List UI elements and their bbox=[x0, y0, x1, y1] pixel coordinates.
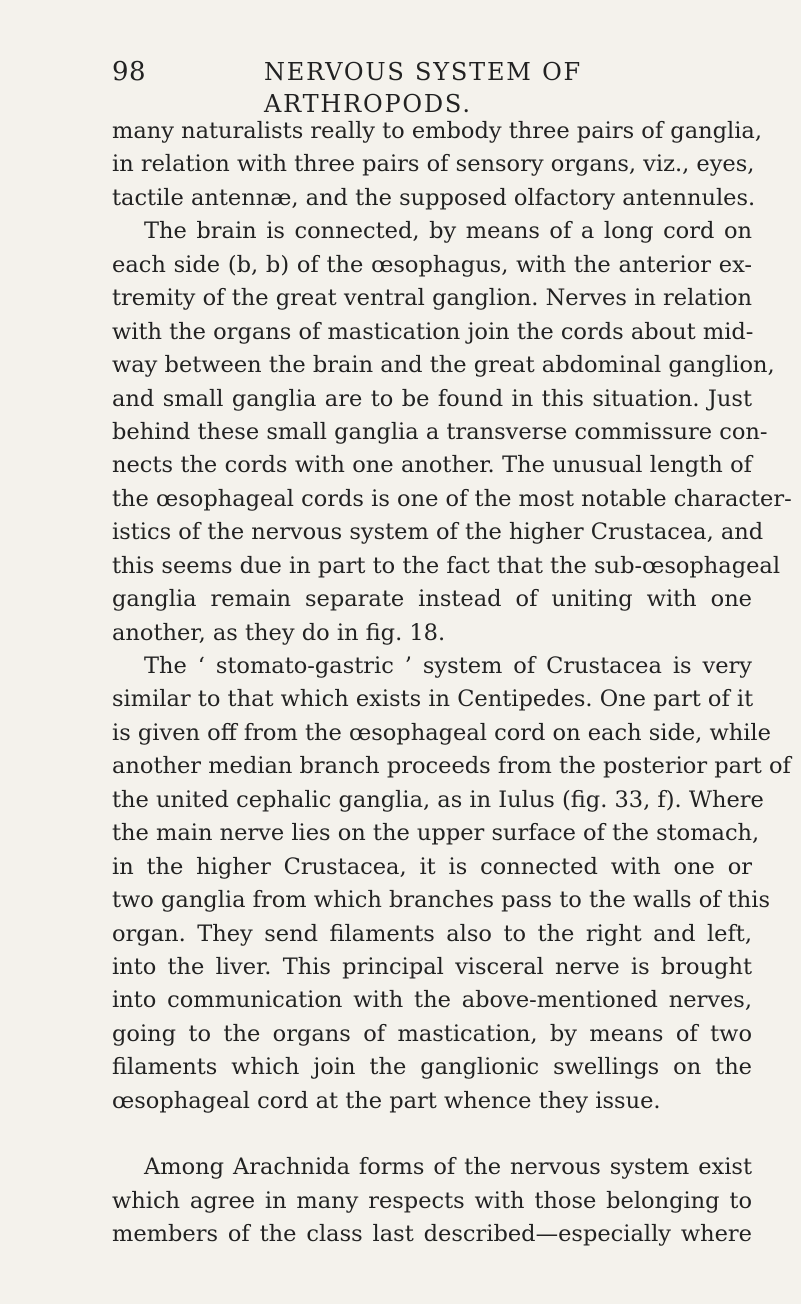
running-head bbox=[112, 56, 752, 118]
text-line-10: behind these small ganglia a transverse commissure con- bbox=[112, 418, 768, 445]
paragraph-gap bbox=[112, 1118, 752, 1151]
text-line-22: the main nerve lies on the upper surface of the stomach, bbox=[112, 820, 760, 847]
text-line-4: The brain is connected, by means of a long cord on bbox=[144, 218, 752, 245]
text-line-15: ganglia remain separate instead of uniting with one bbox=[112, 586, 752, 613]
text-line-29: filaments which join the ganglionic swellings on the bbox=[112, 1054, 752, 1081]
text-line-20: another median branch proceeds from the posterior part of bbox=[112, 753, 791, 780]
text-line-17: The ‘ stomato-gastric ’ system of Crustacea is very bbox=[144, 653, 752, 679]
text-line-7: with the organs of mastication join the cords about mid- bbox=[112, 318, 754, 345]
text-line-3: tactile antennæ, and the supposed olfactory antennules. bbox=[112, 184, 756, 211]
text-line-6: tremity of the great ventral ganglion. Nerves in relation bbox=[112, 285, 752, 312]
running-title: NERVOUS SYSTEM OF ARTHROPODS. bbox=[264, 58, 583, 118]
text-line-32: which agree in many respects with those belonging to bbox=[112, 1187, 752, 1214]
text-line-11: nects the cords with one another. The unusual length of bbox=[112, 452, 752, 479]
text-line-18: similar to that which exists in Centipedes. One part of it bbox=[112, 686, 754, 713]
text-line-8: way between the brain and the great abdominal ganglion, bbox=[112, 352, 775, 379]
text-line-26: into the liver. This principal visceral nerve is brought bbox=[112, 953, 752, 980]
text-line-9: and small ganglia are to be found in this situation. Just bbox=[112, 385, 752, 412]
text-line-23: in the higher Crustacea, it is connected with one or bbox=[112, 853, 752, 880]
text-line-2: in relation with three pairs of sensory organs, viz., eyes, bbox=[112, 151, 755, 178]
body-text bbox=[112, 115, 792, 1251]
text-line-24: two ganglia from which branches pass to the walls of this bbox=[112, 887, 771, 914]
text-line-16: another, as they do in fig. 18. bbox=[112, 619, 446, 646]
text-line-5: each side (b, b) of the œsophagus, with the anterior ex- bbox=[112, 251, 752, 278]
text-line-1: many naturalists really to embody three pairs of ganglia, bbox=[112, 118, 762, 144]
text-line-19: is given off from the œsophageal cord on each side, while bbox=[112, 719, 771, 746]
text-line-13: istics of the nervous system of the higher Crustacea, and bbox=[112, 519, 764, 546]
text-line-33: members of the class last described—especially where bbox=[112, 1221, 752, 1247]
text-line-25: organ. They send filaments also to the right and left, bbox=[112, 920, 752, 947]
text-line-12: the œsophageal cords is one of the most notable character- bbox=[112, 485, 792, 512]
text-line-27: into communication with the above-mentioned nerves, bbox=[112, 987, 752, 1014]
page-number: 98 bbox=[112, 57, 147, 87]
text-line-21: the united cephalic ganglia, as in Iulus (fig. 33, f). Where bbox=[112, 786, 764, 813]
text-line-14: this seems due in part to the fact that the sub-œsophageal bbox=[112, 552, 781, 579]
text-line-30: œsophageal cord at the part whence they issue. bbox=[112, 1087, 661, 1114]
text-line-31: Among Arachnida forms of the nervous system exist bbox=[144, 1154, 752, 1181]
text-line-28: going to the organs of mastication, by means of two bbox=[112, 1020, 752, 1047]
